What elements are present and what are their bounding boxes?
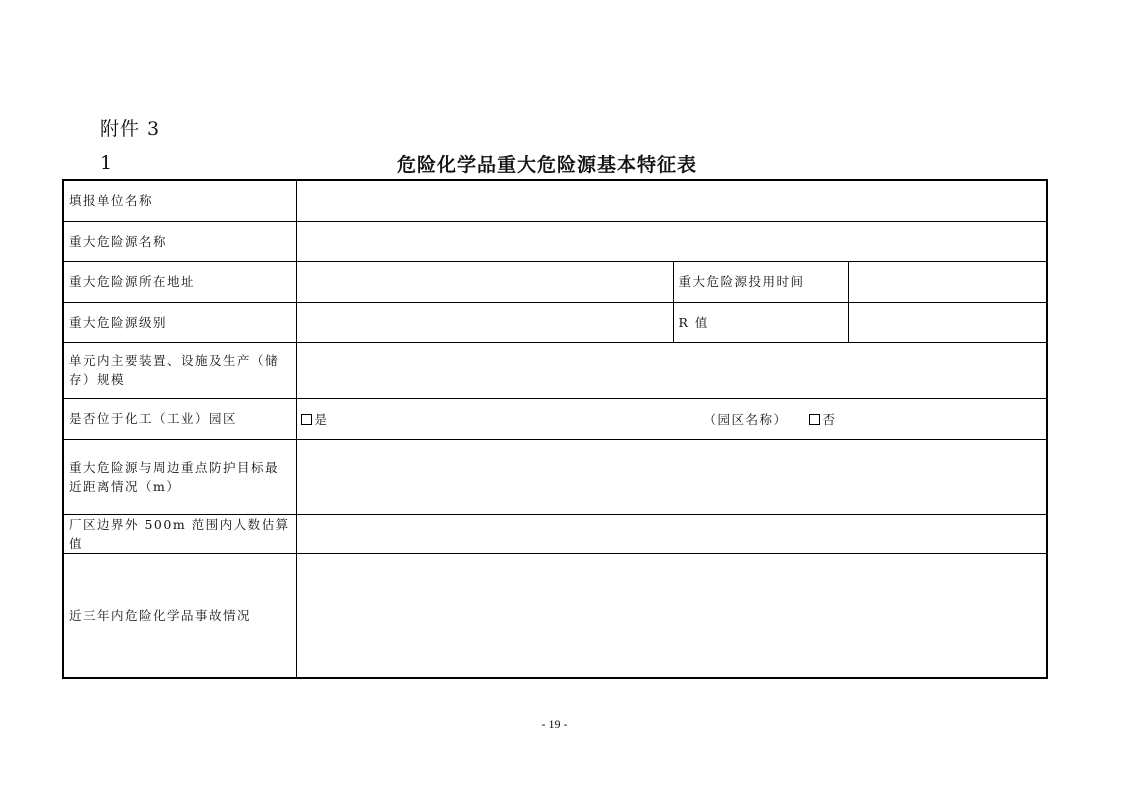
chemical-park-label: 是否位于化工（工业）园区 <box>63 398 296 439</box>
source-name-label: 重大危险源名称 <box>63 221 296 261</box>
yes-option[interactable] <box>301 410 329 429</box>
facilities-field[interactable] <box>296 342 1047 398</box>
commissioning-time-label: 重大危险源投用时间 <box>673 261 848 302</box>
park-name-label: （园区名称） <box>703 411 788 427</box>
address-field[interactable] <box>296 261 673 302</box>
reporting-unit-label: 填报单位名称 <box>63 180 296 221</box>
form-row-accidents <box>63 553 1047 678</box>
no-checkbox-icon[interactable] <box>809 414 820 425</box>
form-row-level <box>63 302 1047 342</box>
address-label: 重大危险源所在地址 <box>63 261 296 302</box>
distance-label: 重大危险源与周边重点防护目标最近距离情况（m） <box>63 439 296 514</box>
r-value-field[interactable] <box>848 302 1047 342</box>
page-number: - 19 - <box>541 717 568 731</box>
level-field[interactable] <box>296 302 673 342</box>
chemical-park-options <box>296 398 1047 439</box>
yes-checkbox-icon[interactable] <box>301 414 312 425</box>
page-title: 危险化学品重大危险源基本特征表 <box>396 154 697 176</box>
page-index: 1 <box>100 152 113 174</box>
form-row-facilities <box>63 342 1047 398</box>
attachment-label: 附件 3 <box>100 118 161 140</box>
source-name-field[interactable] <box>296 221 1047 261</box>
r-value-label: R 值 <box>673 302 848 342</box>
form-row-source-name <box>63 221 1047 261</box>
yes-option-label: 是 <box>314 411 329 427</box>
commissioning-time-field[interactable] <box>848 261 1047 302</box>
distance-field[interactable] <box>296 439 1047 514</box>
form-row-reporting-unit <box>63 180 1047 221</box>
no-option-label: 否 <box>822 411 837 427</box>
accidents-label: 近三年内危险化学品事故情况 <box>63 553 296 678</box>
facilities-label: 单元内主要装置、设施及生产（储存）规模 <box>63 342 296 398</box>
form-row-chemical-park <box>63 398 1047 439</box>
form-row-distance <box>63 439 1047 514</box>
form-row-address <box>63 261 1047 302</box>
no-option[interactable] <box>809 410 837 429</box>
population-label: 厂区边界外 500m 范围内人数估算值 <box>63 514 296 553</box>
reporting-unit-field[interactable] <box>296 180 1047 221</box>
level-label: 重大危险源级别 <box>63 302 296 342</box>
accidents-field[interactable] <box>296 553 1047 678</box>
form-row-population <box>63 514 1047 553</box>
hazard-source-form-table <box>62 179 1048 679</box>
population-field[interactable] <box>296 514 1047 553</box>
